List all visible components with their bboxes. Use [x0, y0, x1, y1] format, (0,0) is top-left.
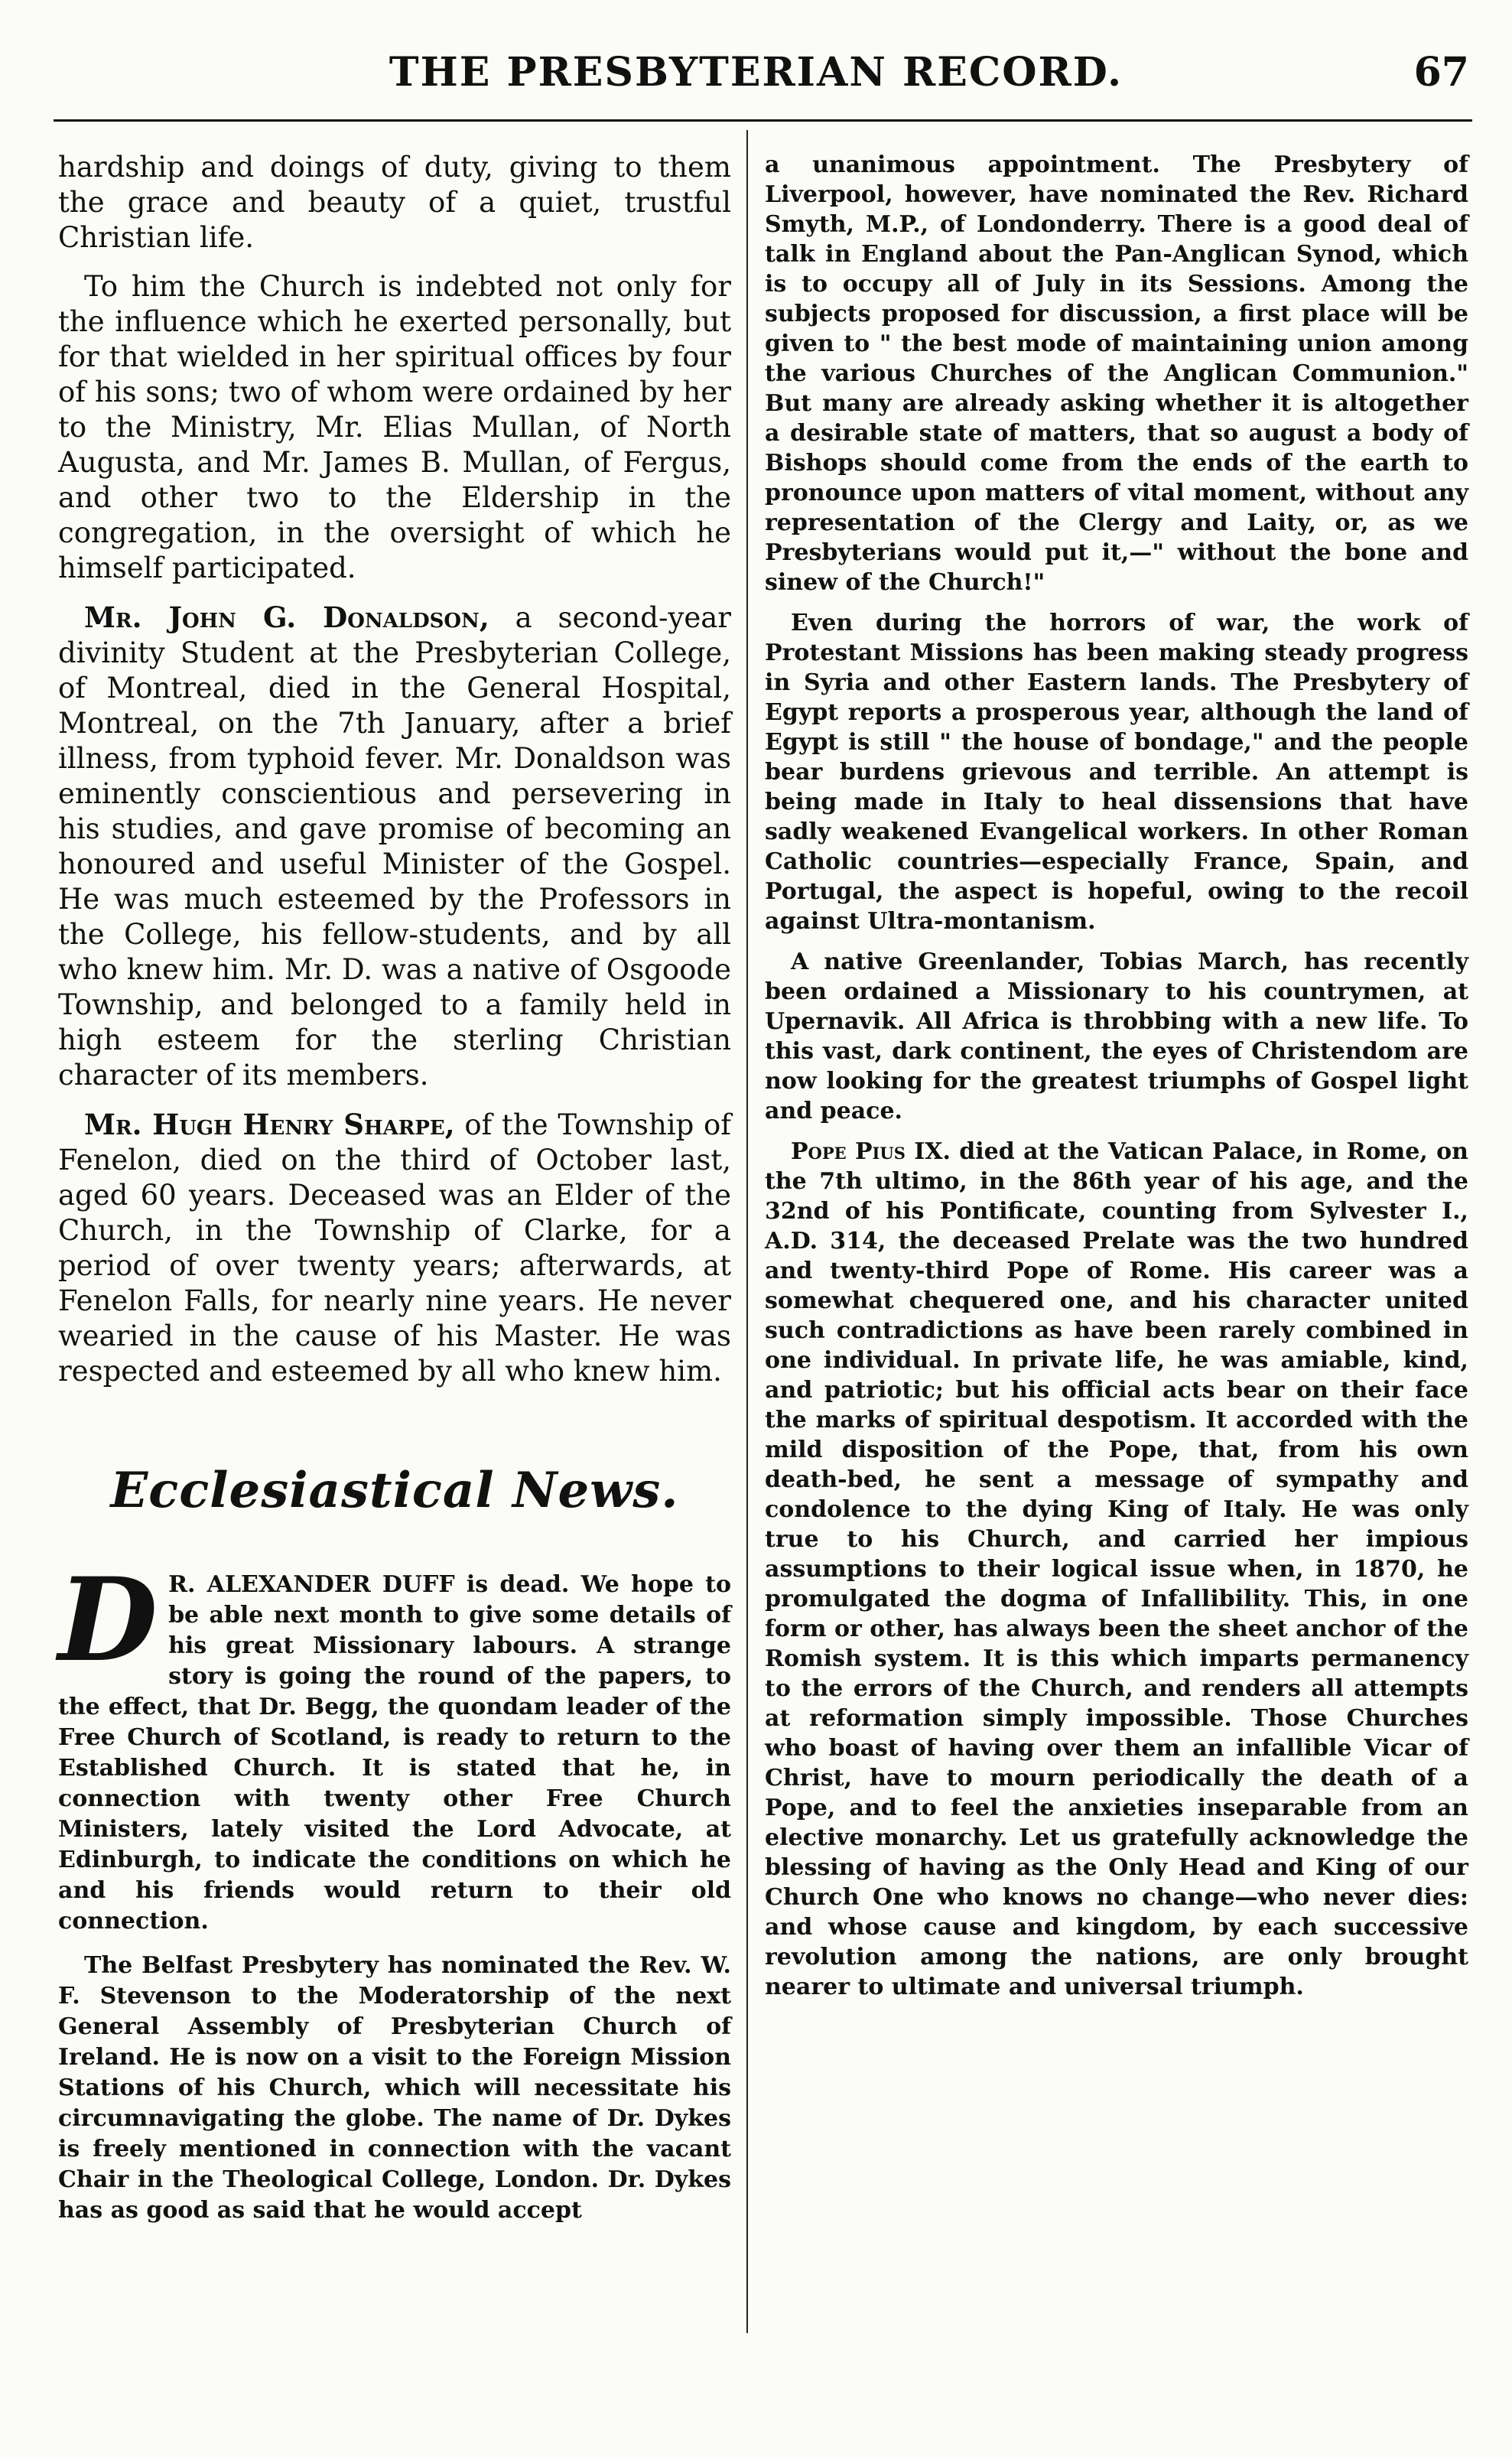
- column-divider: [746, 130, 748, 2333]
- paragraph: To him the Church is indebted not only for the influence which he exerted personally, but for that wielded in her spiritual offices by four of his sons; two of whom were ordained by her to the Ministry, Mr. Elias Mullan, of North Augusta, and Mr. James B. Mullan, of Fergus, and other two to the Eldership in the congregation, in the oversight of which he himself participated.: [58, 270, 731, 584]
- section-heading: Ecclesiastical News.: [110, 1462, 679, 1519]
- right-column: [765, 150, 1468, 2013]
- name-lead: Mr. Hugh Henry Sharpe,: [84, 1108, 455, 1141]
- news-text: R. ALEXANDER DUFF is dead. We hope to be able next month to give some details of his great Missionary labours. A strange story is going the round of the papers, to the effect, that Dr. Begg, the quondam leader of the Free Church of Scotland, is ready to return to the Established Church. It is stated that he, in connection with twenty other Free Church Ministers, lately visited the Lord Advocate, at Edinburgh, to indicate the conditions on which he and his friends would return to their old connection.: [58, 1571, 731, 1935]
- paragraph: A native Greenlander, Tobias March, has recently been ordained a Missionary to his countrymen, at Upernavik. All Africa is throbbing with a new life. To this vast, dark continent, the eyes of Christendom are now looking for the greatest triumphs of Gospel light and peace.: [765, 949, 1468, 1124]
- paragraph-pope: [765, 1137, 1468, 2002]
- running-head: THE PRESBYTERIAN RECORD.: [389, 49, 1123, 96]
- obituary-donaldson: [58, 600, 731, 1093]
- obituary-text: of the Township of Fenelon, died on the third of October last, aged 60 years. Deceased was an Elder of the Church, in the Township of Clarke, for a period of over twenty years; afterwards, at Fenelon Falls, for nearly nine years. He never wearied in the cause of his Master. He was respected and esteemed by all who knew him.: [58, 1108, 731, 1388]
- left-column: [58, 150, 731, 2240]
- news-paragraph: [58, 1553, 731, 1937]
- name-lead: Pope Pius IX.: [791, 1138, 951, 1165]
- paragraph: Even during the horrors of war, the work of Protestant Missions has been making steady progress in Syria and other Eastern lands. The Presbytery of Egypt reports a prosperous year, although the land of Egypt is still " the house of bondage," and the people bear burdens grievous and terrible. An attempt is being made in Italy to heal dissensions that have sadly weakened Evangelical workers. In other Roman Catholic countries—especially France, Spain, and Portugal, the aspect is hopeful, owing to the recoil against Ultra-montanism.: [765, 610, 1468, 935]
- paragraph: a unanimous appointment. The Presbytery of Liverpool, however, have nominated the Rev. Richard Smyth, M.P., of Londonderry. There is a good deal of talk in England about the Pan-Anglican Synod, which is to occupy all of July in its Sessions. Among the subjects proposed for discussion, a first place will be given to " the best mode of maintaining union among the various Churches of the Anglican Communion." But many are already asking whether it is altogether a desirable state of matters, that so august a body of Bishops should come from the ends of the earth to pronounce upon matters of vital moment, without any representation of the Clergy and Laity, or, as we Presbyterians would put it,—" without the bone and sinew of the Church!": [765, 151, 1468, 596]
- obituary-sharpe: [58, 1107, 731, 1389]
- page-number: 67: [1413, 49, 1469, 96]
- news-paragraph: The Belfast Presbytery has nominated the Rev. W. F. Stevenson to the Moderatorship of the next General Assembly of Presbyterian Church of Ireland. He is now on a visit to the Foreign Mission Stations of his Church, which will necessitate his circumnavigating the globe. The name of Dr. Dykes is freely mentioned in connection with the vacant Chair in the Theological College, London. Dr. Dykes has as good as said that he would accept: [58, 1952, 731, 2224]
- drop-cap: D: [58, 1553, 158, 1687]
- paragraph-text: died at the Vatican Palace, in Rome, on the 7th ultimo, in the 86th year of his age, and the 32nd of his Pontificate, counting from Sylvester I., A.D. 314, the deceased Prelate was the two hundred and twenty-third Pope of Rome. His career was a somewhat chequered one, and his character united such contradictions as have been rarely combined in one individual. In private life, he was amiable, kind, and patriotic; but his official acts bear on their face the marks of spiritual despotism. It accorded with the mild disposition of the Pope, that, from his own death-bed, he sent a message of sympathy and condolence to the dying King of Italy. He was only true to his Church, and carried her impious assumptions to their logical issue when, in 1870, he promulgated the dogma of Infallibility. This, in one form or other, has always been the sheet anchor of the Romish system. It is this which imparts permanency to the errors of the Church, and renders all attempts at reformation simply impossible. Those Churches who boast of having over them an infallible Vicar of Christ, have to mourn periodically the death of a Pope, and to feel the anxieties inseparable from an elective monarchy. Let us gratefully acknowledge the blessing of having as the Only Head and King of our Church One who knows no change—who never dies: and whose cause and kingdom, by each successive revolution among the nations, are only brought nearer to ultimate and universal triumph.: [765, 1138, 1468, 2000]
- name-lead: Mr. John G. Donaldson,: [84, 600, 489, 634]
- header-rule: [54, 119, 1472, 122]
- obituary-text: a second-year divinity Student at the Presbyterian College, of Montreal, died in the General Hospital, Montreal, on the 7th January, after a brief illness, from typhoid fever. Mr. Donaldson was eminently conscientious and persevering in his studies, and gave promise of becoming an honoured and useful Minister of the Gospel. He was much esteemed by the Professors in the College, his fellow-students, and by all who knew him. Mr. D. was a native of Osgoode Township, and belonged to a family held in high esteem for the sterling Christian character of its members.: [58, 601, 731, 1092]
- paragraph: hardship and doings of duty, giving to them the grace and beauty of a quiet, trustful Christian life.: [58, 151, 731, 254]
